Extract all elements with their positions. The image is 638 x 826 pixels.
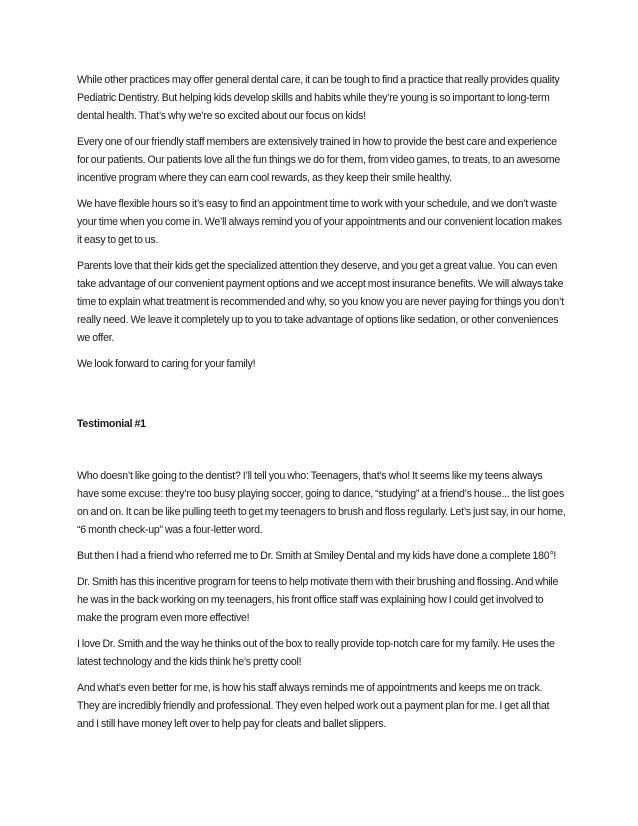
intro-paragraph: While other practices may offer general dental care, it can be tough to find a practice that really provides quality Pediatric Dentistry. But helping kids develop skills and habits while they’re young is so important to long-term dental health. That’s why we’re so excited about our focus on kids! [77, 74, 560, 122]
document-page [77, 71, 566, 741]
intro-paragraph: We look forward to caring for your family! [77, 358, 256, 370]
testimonial-paragraph: I love Dr. Smith and the way he thinks out of the box to really provide top-notch care for my family. He uses the latest technology and the kids think he’s pretty cool! [77, 638, 555, 668]
testimonial-paragraph: Dr. Smith has this incentive program for teens to help motivate them with their brushing and flossing. And while he was in the back working on my teenagers, his front office staff was explaining how I could get involved to make the program even more effective! [77, 576, 559, 624]
testimonial-paragraph: And what’s even better for me, is how his staff always reminds me of appointments and keeps me on track. They are incredibly friendly and professional. They even helped work out a payment plan for me. I get all that and I still have money left over to help pay for cleats and ballet slippers. [77, 682, 550, 730]
spacer [77, 381, 566, 415]
intro-paragraph: We have flexible hours so it’s easy to find an appointment time to work with your schedule, and we don’t waste your time when you come in. We’ll always remind you of your appointments and our convenient location makes it easy to get to us. [77, 198, 562, 246]
testimonial-paragraph: Who doesn’t like going to the dentist? I’ll tell you who: Teenagers, that’s who! It seems like my teens always have some excuse: they’re too busy playing soccer, going to dance, “studying” at a friend’s house... the list goes on and on. It can be like pulling teeth to get my teenagers to brush and floss regularly. Let’s just say, in our home, “6 month check-up” was a four-letter word. [77, 470, 566, 536]
intro-paragraph: Parents love that their kids get the specialized attention they deserve, and you get a great value. You can even take advantage of our convenient payment options and we accept most insurance benefits. We will always take time to explain what treatment is recommended and why, so you know you are never paying for things you don’t really need. We leave it completely up to you to take advantage of options like sedation, or other conveniences we offer. [77, 260, 564, 344]
testimonial-heading: Testimonial #1 [77, 418, 146, 430]
spacer [77, 433, 566, 467]
testimonial-paragraph: But then I had a friend who referred me to Dr. Smith at Smiley Dental and my kids have done a complete 180°! [77, 550, 557, 562]
intro-paragraph: Every one of our friendly staff members are extensively trained in how to provide the best care and experience for our patients. Our patients love all the fun things we do for them, from video games, to treats, to an awesome incentive program where they can earn cool rewards, as they keep their smile healthy. [77, 136, 560, 184]
